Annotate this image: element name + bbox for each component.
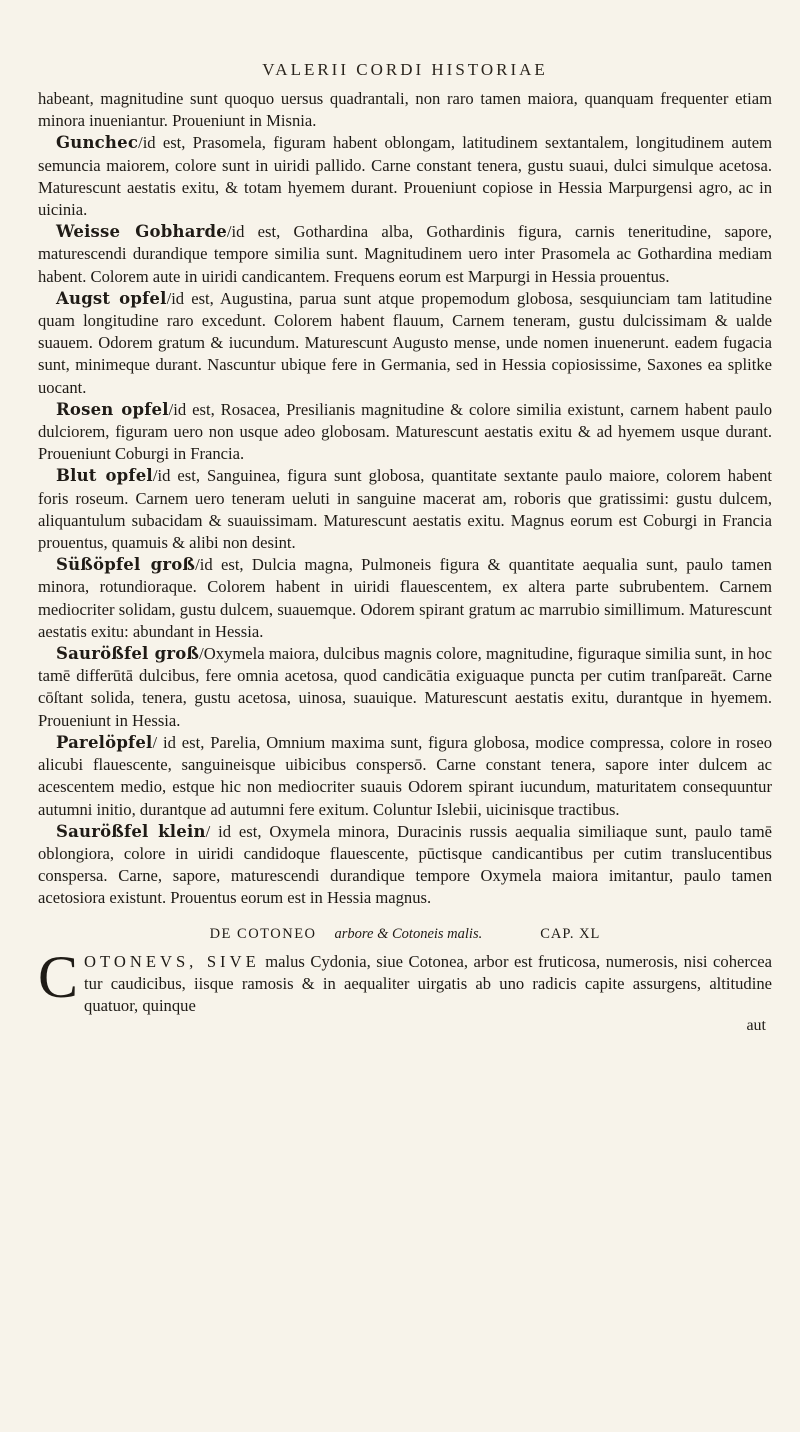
paragraph [38, 88, 772, 132]
fruit-term: Saurößfel groß [56, 644, 200, 664]
running-head: VALERII CORDI HISTORIAE [262, 60, 548, 79]
fruit-term: Weisse Gobharde [56, 222, 227, 242]
paragraph-text: /Oxymela maiora, dulcibus magnis colore, magnitudine, figuraque similia sunt, in hoc tamē differūtā dulcibus, fere omnia acetosa, quod candicātia exiguaque puncta per cutim tranſpareāt. Carne cōſtant solida, tenera, gustu acetosa, uinosa, suauique. Maturescunt aestatis exitu, durantque in hyemem. Proueniunt in Hessia. [38, 644, 772, 730]
fruit-term: Blut opfel [56, 466, 153, 486]
text-body [38, 88, 772, 910]
paragraph-text: /id est, Prasomela, figuram habent oblongam, latitudinem sextantalem, longitudinem autem semuncia maiorem, colore sunt in uiridi pallido. Carne constant tenera, gustu suaui, dulci simulque acetosa. Maturescunt aestatis exitu, & totam hyemem durant. Proueniunt copiose in Hessia Marpurgensi agro, ac in uicinia. [38, 133, 772, 220]
paragraph [38, 221, 772, 288]
paragraph-text: /id est, Dulcia magna, Pulmoneis figura & quantitate aequalia sunt, paulo tamen minora, rotundioraque. Colorem habent in uiridi flauescentem, ex altera parte subrubentem. Carnem mediocriter solidam, gustu dulcem, suauemque. Odorem spirant gratum ac marrubio simillimum. Maturescunt aestatis exitu: abundant in Hessia. [38, 555, 772, 641]
fruit-term: Parelöpfel [56, 732, 153, 752]
chapter-number: CAP. XL [540, 925, 601, 942]
fruit-term: Saurößfel klein [56, 821, 206, 841]
catchword: aut [746, 1017, 766, 1035]
intro-lead: OTONEVS, SIVE [84, 951, 260, 971]
paragraph [38, 465, 772, 554]
paragraph [38, 643, 772, 732]
chapter-subtitle: arbore & Cotoneis malis. [334, 925, 483, 942]
fruit-term: Rosen opfel [56, 399, 169, 419]
paragraph [38, 399, 772, 466]
paragraph [38, 132, 772, 221]
chapter-intro [38, 943, 773, 1018]
fruit-term: Augst opfel [56, 288, 167, 308]
paragraph [38, 732, 772, 821]
paragraph [38, 288, 772, 399]
drop-cap: C [38, 943, 79, 1010]
chapter-heading [38, 926, 772, 943]
fruit-term: Gunchec [56, 133, 139, 153]
paragraph [38, 554, 772, 643]
intro-text: malus Cydonia, siue Cotonea, arbor est fruticosa, numerosis, nisi cohercea tur caudicibus, iisque ramosis & in aequaliter uirgatis ab uno radicis capite assurgens, altitudine quatuor, quinque [84, 951, 773, 1015]
paragraph-text: /id est, Sanguinea, figura sunt globosa, quantitate sextante paulo maiore, colorem habent foris roseum. Carnem uero teneram ueluti in sanguine macerat am, roboris que gratissimi: gustu dulcem, aliquantulum subacidam & suauissimam. Maturescunt aestatis exitu. Magnus eorum est Coburgi in Francia prouentus, quamuis & alibi non desint. [38, 466, 773, 553]
paragraph-text: /id est, Augustina, parua sunt atque propemodum globosa, sesquiunciam tam latitudine quam longitudine raro excedunt. Colorem habent flauum, Carnem teneram, gustu dulcissimam & ualde suauem. Odorem gratum & iucundum. Maturescunt Augusto mense, unde nomen inuenerunt. eadem fugacia sunt, minimeque durant. Nascuntur ubique fere in Germania, sed in Hessia copiosissime, Saxones ea splitke uocant. [38, 288, 772, 397]
paragraph-text: habeant, magnitudine sunt quoquo uersus quadrantali, non raro tamen maiora, quanquam frequenter etiam minora inueniantur. Proueniunt in Misnia. [38, 89, 772, 131]
paragraph-text: /id est, Rosacea, Presilianis magnitudine & colore similia existunt, carnem habent paulo dulciorem, figuram uero non usque adeo globosam. Maturescunt aestatis exitu & ad hyemem usque durant. Proueniunt Coburgi in Francia. [38, 399, 772, 464]
fruit-term: Süßöpfel groß [56, 555, 196, 575]
paragraph [38, 821, 772, 910]
paragraph-text: /id est, Gothardina alba, Gothardinis figura, carnis teneritudine, sapore, maturescendi durandique tempore similia sunt. Magnitudinem uero inter Prasomela ac Gothardina mediam habent. Colorem aute in uiridi candicantem. Frequens eorum est Marpurgi in Hessia prouentus. [38, 222, 772, 286]
chapter-prefix: DE COTONEO [209, 925, 317, 942]
paragraph-text: / id est, Oxymela minora, Duracinis russis aequalia similiaque sunt, paulo tamē oblongiora, colore in uiridi candidoque flauescente, pūctisque candicantibus per cutim translucentibus conspersa. Carne, sapore, maturescendi durandique tempore Oxymela maiora imitantur, paulo tamen acetosiora existunt. Prouentus eorum est in Hessia magnus. [38, 821, 772, 908]
paragraph-text: / id est, Parelia, Omnium maxima sunt, figura globosa, modice compressa, colore in roseo alicubi flauescente, sanguineisque uibicibus conspersō. Carne constant tenera, sapore inter dulcem ac acescentem medio, estque hic non mediocriter suauis Odorem spirant iucundum, maturitatem consequuntur autumni initio, durantque ad autumni fere exitum. Coluntur Islebii, uicinisque tractibus. [38, 732, 772, 819]
